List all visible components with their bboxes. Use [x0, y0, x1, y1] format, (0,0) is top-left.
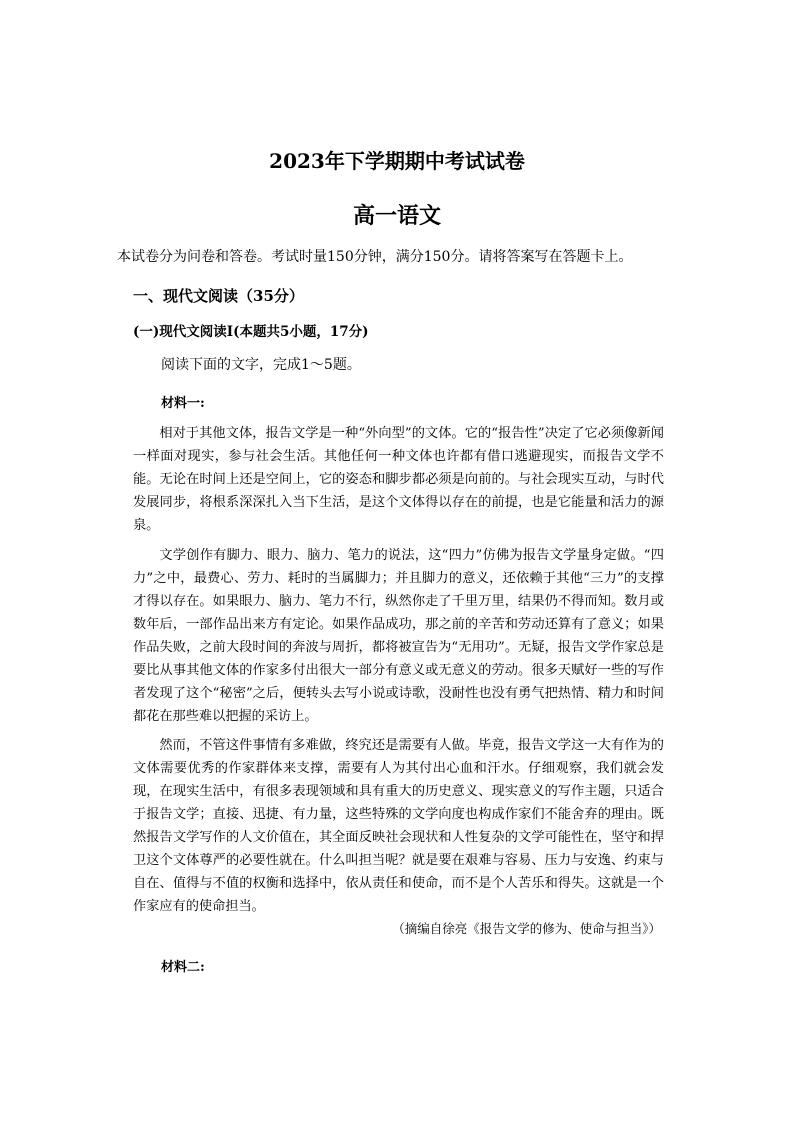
material-two-label: 材料二:: [161, 960, 205, 975]
material-paragraph: 文学创作有脚力、眼力、脑力、笔力的说法，这“四力”仿佛为报告文学量身定做。“四力”之中，最费心、劳力、耗时的当属脚力；并且脚力的意义，还依赖于其他“三力”的支撑才得以存在。如果眼力、脑力、笔力不行，纵然你走了千里万里，结果仍不得而知。数月或数年后，一部作品出来方有定论。如果作品成功，那之前的辛苦和劳动还算有了意义；如果作品失败，之前大段时间的奔波与周折，都将被宣告为“无用功”。无疑，报告文学作家总是要比从事其他文体的作家多付出很大一部分有意义或无意义的劳动。很多天赋好一些的写作者发现了这个“秘密”之后，便转头去写小说或诗歌，没耐性也没有勇气把热情、精力和时间都花在那些难以把握的采访上。: [133, 548, 664, 724]
exam-intro: 本试卷分为问卷和答卷。考试时量150分钟，满分150分。请将答案写在答题卡上。: [117, 249, 633, 265]
section-heading: 一、现代文阅读（35分）: [133, 287, 304, 305]
material-one-label: 材料一:: [161, 396, 205, 411]
material-paragraph: 相对于其他文体，报告文学是一种“外向型”的文体。它的“报告性”决定了它必须像新闻一样面对现实，参与社会生活。其他任何一种文体也许都有借口逃避现实，而报告文学不能。无论在时间上还是空间上，它的姿态和脚步都必须是向前的。与社会现实互动，与时代发展同步，将根系深深扎入当下生活，是这个文体得以存在的前提，也是它能量和活力的源泉。: [133, 426, 664, 533]
exam-subject: 高一语文: [352, 203, 441, 229]
source-citation: （摘编自徐亮《报告文学的修为、使命与担当》）: [392, 921, 661, 936]
reading-instruction: 阅读下面的文字，完成1～5题。: [161, 357, 361, 373]
subsection-heading: (一)现代文阅读Ⅰ(本题共5小题，17分): [133, 324, 369, 340]
exam-title: 2023年下学期期中考试试卷: [269, 149, 525, 173]
material-paragraph: 然而，不管这件事情有多难做，终究还是需要有人做。毕竟，报告文学这一大有作为的文体需要优秀的作家群体来支撑，需要有人为其付出心血和汗水。仔细观察，我们就会发现，在现实生活中，有很多表现领域和具有重大的历史意义、现实意义的写作主题，只适合于报告文学；直接、迅捷、有力量，这些特殊的文学向度也构成作家们不能舍弃的理由。既然报告文学写作的人文价值在，其全面反映社会现状和人性复杂的文学可能性在，坚守和捍卫这个文体尊严的必要性就在。什么叫担当呢？就是要在艰难与容易、压力与安逸、约束与自在、值得与不值的权衡和选择中，依从责任和使命，而不是个人苦乐和得失。这就是一个作家应有的使命担当。: [133, 738, 664, 914]
